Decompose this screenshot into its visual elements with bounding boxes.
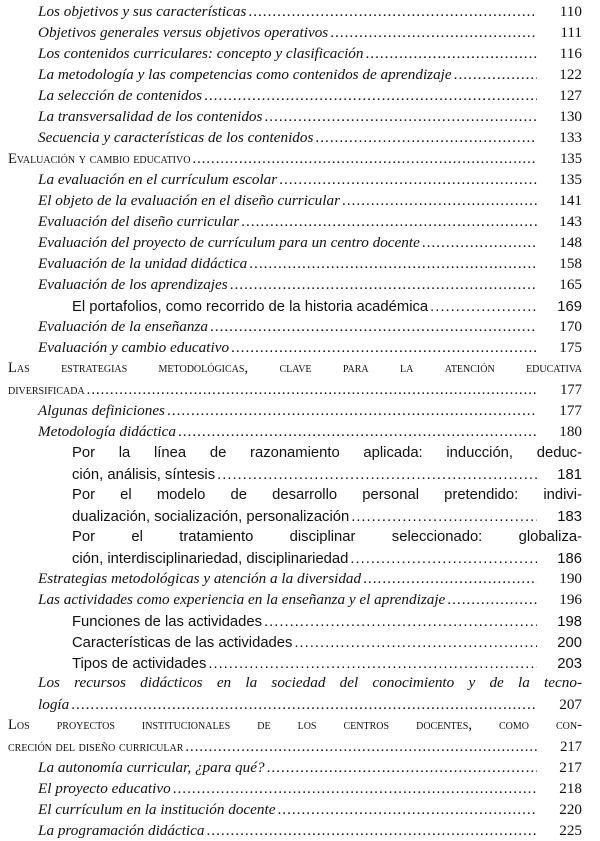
dot-leader [351,509,537,525]
toc-entry-title: Los contenidos curriculares: concepto y clasificación [38,45,364,62]
toc-entry [0,295,600,316]
toc-entry [0,22,600,43]
page-number: 225 [559,822,582,839]
dot-leader [178,423,537,441]
toc-entry-title: La metodología y las competencias como contenidos de aprendizaje [38,66,452,83]
toc-entry [0,127,600,148]
page-number: 110 [559,3,582,20]
dot-leader [350,551,537,567]
toc-entry [0,400,600,421]
page-number: 218 [559,780,582,797]
toc-entry-title-line: Por el modelo de desarrollo personal pretendido: indivi- [72,487,582,503]
toc-entry-title: ción, interdisciplinariedad, disciplinariedad [72,551,349,567]
toc-entry-title: Objetivos generales versus objetivos operativos [38,24,329,41]
dot-leader [207,822,538,840]
page-number: 116 [559,45,582,62]
toc-entry [0,505,600,526]
dot-leader [249,255,537,273]
toc-entry-line [0,526,600,547]
page-number: 217 [559,759,582,776]
toc-entry-title: La transversalidad de los contenidos [38,108,263,125]
toc-entry-title: Tipos de actividades [72,656,207,672]
page-number: 165 [559,276,582,293]
toc-entry [0,820,600,841]
dot-leader [422,234,537,252]
dot-leader [210,318,537,336]
page-number: 200 [557,635,582,651]
dot-leader [248,3,537,21]
toc-entry-title-line: Los proyectos institucionales de los centros docentes, como con- [8,717,582,733]
dot-leader [264,614,537,630]
toc-entry [0,631,600,652]
toc-entry-title: Evaluación de la enseñanza [38,318,208,335]
toc-entry-title: Funciones de las actividades [72,614,263,630]
toc-entry-title-line: Las estrategias metodológicas, clave para la atención educativa [8,360,582,376]
toc-entry-title: El portafolios, como recorrido de la historia académica [72,299,429,315]
toc-entry [0,85,600,106]
toc-entry [0,337,600,358]
toc-entry-title: Secuencia y características de los contenidos [38,129,314,146]
page-number: 169 [557,299,582,315]
toc-entry-title: creción del diseño curricular [8,739,184,755]
page-number: 183 [557,509,582,525]
dot-leader [279,171,537,189]
toc-entry [0,211,600,232]
toc-entry-title: La autonomía curricular, ¿para qué? [38,759,265,776]
toc-entry-title: Algunas definiciones [38,402,165,419]
toc-entry-line [0,358,600,379]
dot-leader [315,129,537,147]
page-number: 158 [559,255,582,272]
page-number: 180 [559,423,582,440]
dot-leader [294,635,537,651]
dot-leader [71,696,537,714]
page-number: 111 [560,24,582,41]
page-number: 220 [559,801,582,818]
dot-leader [447,591,537,609]
dot-leader [204,87,537,105]
toc-entry [0,253,600,274]
dot-leader [277,801,537,819]
dot-leader [264,108,537,126]
toc-entry-title: dualización, socialización, personalización [72,509,350,525]
toc-entry [0,652,600,673]
toc-entry-title: logía [38,696,70,713]
toc-entry-title: Evaluación y cambio educativo [38,339,230,356]
toc-entry-title: Características de las actividades [72,635,293,651]
dot-leader [208,656,537,672]
dot-leader [217,467,537,483]
dot-leader [231,339,537,357]
dot-leader [87,382,537,399]
toc-entry-title: Las actividades como experiencia en la enseñanza y el aprendizaje [38,591,446,608]
toc-entry-title-line: Por la línea de razonamiento aplicada: inducción, deduc- [72,445,582,461]
dot-leader [330,24,537,42]
dot-leader [192,151,537,168]
toc-entry [0,694,600,715]
page-number: 207 [559,696,582,713]
dot-leader [241,213,537,231]
page-number: 122 [559,66,582,83]
toc-entry-title: El proyecto educativo [38,780,171,797]
toc-entry [0,106,600,127]
toc-entry-line [0,484,600,505]
toc-entry-title: Evaluación del proyecto de currículum para un centro docente [38,234,420,251]
dot-leader [430,299,537,315]
dot-leader [173,780,537,798]
page-number: 186 [557,551,582,567]
page-number: 177 [560,382,582,398]
toc-entry [0,148,600,169]
toc-entry-line [0,442,600,463]
page-number: 190 [559,570,582,587]
page-number: 175 [559,339,582,356]
toc-entry [0,379,600,400]
page-number: 133 [559,129,582,146]
page-number: 148 [559,234,582,251]
toc-entry [0,757,600,778]
toc-entry [0,736,600,757]
toc-entry [0,316,600,337]
toc-entry [0,190,600,211]
page-number: 135 [559,171,582,188]
toc-entry [0,799,600,820]
page-number: 141 [559,192,582,209]
dot-leader [167,402,537,420]
toc-entry [0,1,600,22]
toc-entry-title: Evaluación del diseño curricular [38,213,240,230]
toc-entry-title: ción, análisis, síntesis [72,467,216,483]
toc-entry-title: El currículum en la institución docente [38,801,276,818]
toc-entry-title-line: Por el tratamiento disciplinar seleccionado: globaliza- [72,529,582,545]
page-number: 217 [560,739,582,755]
toc-entry-title: diversificada [8,382,85,398]
page-number: 198 [557,614,582,630]
toc-entry [0,463,600,484]
page-number: 127 [559,87,582,104]
toc-entry-title: La programación didáctica [38,822,205,839]
toc-entry [0,547,600,568]
toc-entry [0,568,600,589]
dot-leader [454,66,537,84]
dot-leader [365,45,537,63]
toc-entry-line [0,673,600,694]
toc-entry [0,232,600,253]
dot-leader [230,276,537,294]
page-number: 196 [559,591,582,608]
page-number: 177 [559,402,582,419]
toc-entry-title: La selección de contenidos [38,87,203,104]
page-number: 135 [560,151,582,167]
toc-entry-title: Estrategias metodológicas y atención a la diversidad [38,570,362,587]
toc-entry-title: Evaluación y cambio educativo [8,151,191,167]
dot-leader [267,759,537,777]
dot-leader [363,570,537,588]
toc-entry-title: Los objetivos y sus características [38,3,247,20]
page-number: 181 [557,467,582,483]
toc-entry-line [0,715,600,736]
toc-entry [0,610,600,631]
toc-entry [0,421,600,442]
toc-entry [0,169,600,190]
toc-entry-title: Metodología didáctica [38,423,176,440]
page-number: 170 [559,318,582,335]
page-number: 203 [557,656,582,672]
page-number: 130 [559,108,582,125]
toc-entry-title: Evaluación de los aprendizajes [38,276,228,293]
dot-leader [342,192,537,210]
toc-entry-title: La evaluación en el currículum escolar [38,171,278,188]
toc-entry [0,64,600,85]
toc-entry-title-line: Los recursos didácticos en la sociedad del conocimiento y de la tecno- [38,674,582,691]
toc-entry [0,778,600,799]
page-number: 143 [559,213,582,230]
toc-entry [0,589,600,610]
toc-entry [0,43,600,64]
toc-entry-title: Evaluación de la unidad didáctica [38,255,248,272]
dot-leader [185,739,537,756]
toc-entry-title: El objeto de la evaluación en el diseño curricular [38,192,340,209]
toc-entry [0,274,600,295]
